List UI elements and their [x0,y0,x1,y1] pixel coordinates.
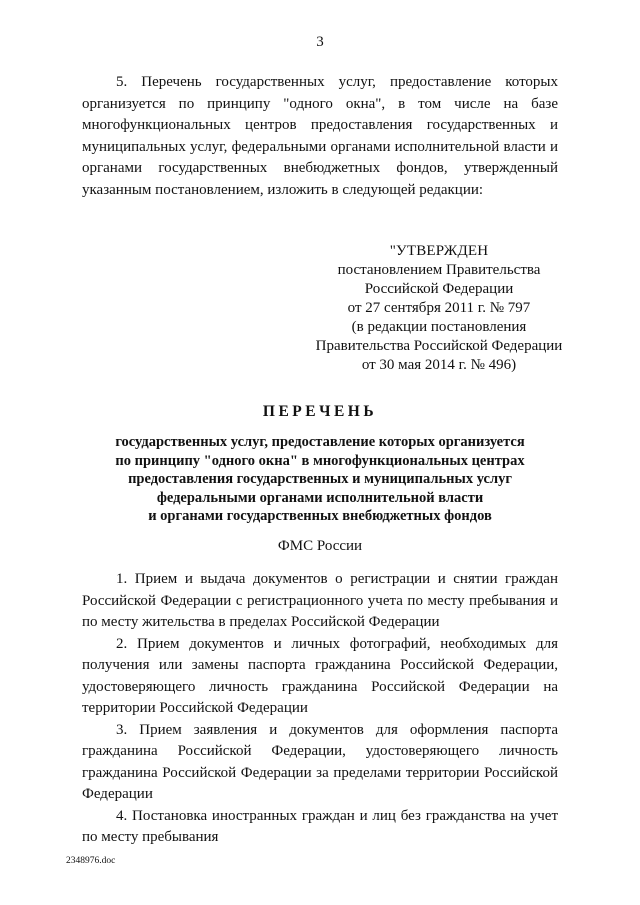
approval-line: Правительства Российской Федерации [315,338,563,354]
subtitle-line: предоставления государственных и муниципальных услуг [128,471,512,487]
subtitle-line: по принципу "одного окна" в многофункциональных центрах [115,452,525,469]
intro-paragraph: 5. Перечень государственных услуг, предоставление которых организуется по принципу "одного окна", в том числе на базе многофункциональных центров предоставления государственных и муниципальных услуг, федеральными органами исполнительной власти и органами государственных внебюджетных фондов, утвержденный указанным постановлением, изложить в следующей редакции: [82,74,558,198]
approval-block [300,242,578,375]
approval-line: постановлением Правительства [337,262,541,278]
approval-line: от 30 мая 2014 г. № 496) [361,357,517,373]
intro-section [82,72,558,201]
subtitle-line: и органами государственных внебюджетных фондов [148,508,492,524]
approval-line: от 27 сентября 2011 г. № 797 [347,300,531,316]
document-subtitle [82,433,558,526]
approval-stamp: "УТВЕРЖДЕН [389,243,489,259]
agency-heading: ФМС России [277,538,363,554]
approval-line: Российской Федерации [364,281,514,297]
list-item: 4. Постановка иностранных граждан и лиц без гражданства на учет по месту пребывания [82,807,558,845]
page-number: 3 [316,34,324,50]
subtitle-line: федеральными органами исполнительной власти [156,489,484,506]
approval-line: (в редакции постановления [351,319,527,335]
list-item: 1. Прием и выдача документов о регистрации и снятии граждан Российской Федерации с регистрационного учета по месту пребывания и по месту жительства в пределах Российской Федерации [82,571,558,630]
document-title: ПЕРЕЧЕНЬ [262,403,378,420]
file-name-footer: 2348976.doc [66,856,116,866]
service-list [82,569,558,849]
list-item: 3. Прием заявления и документов для оформления паспорта гражданина Российской Федерации, удостоверяющего личность гражданина Российской Федерации за пределами территории Российской Федерации [82,721,558,802]
list-item: 2. Прием документов и личных фотографий, необходимых для получения или замены паспорта гражданина Российской Федерации, удостоверяющего личность гражданина Российской Федерации на территории Российской Федерации [82,635,558,716]
subtitle-line: государственных услуг, предоставление которых организуется [115,434,525,450]
